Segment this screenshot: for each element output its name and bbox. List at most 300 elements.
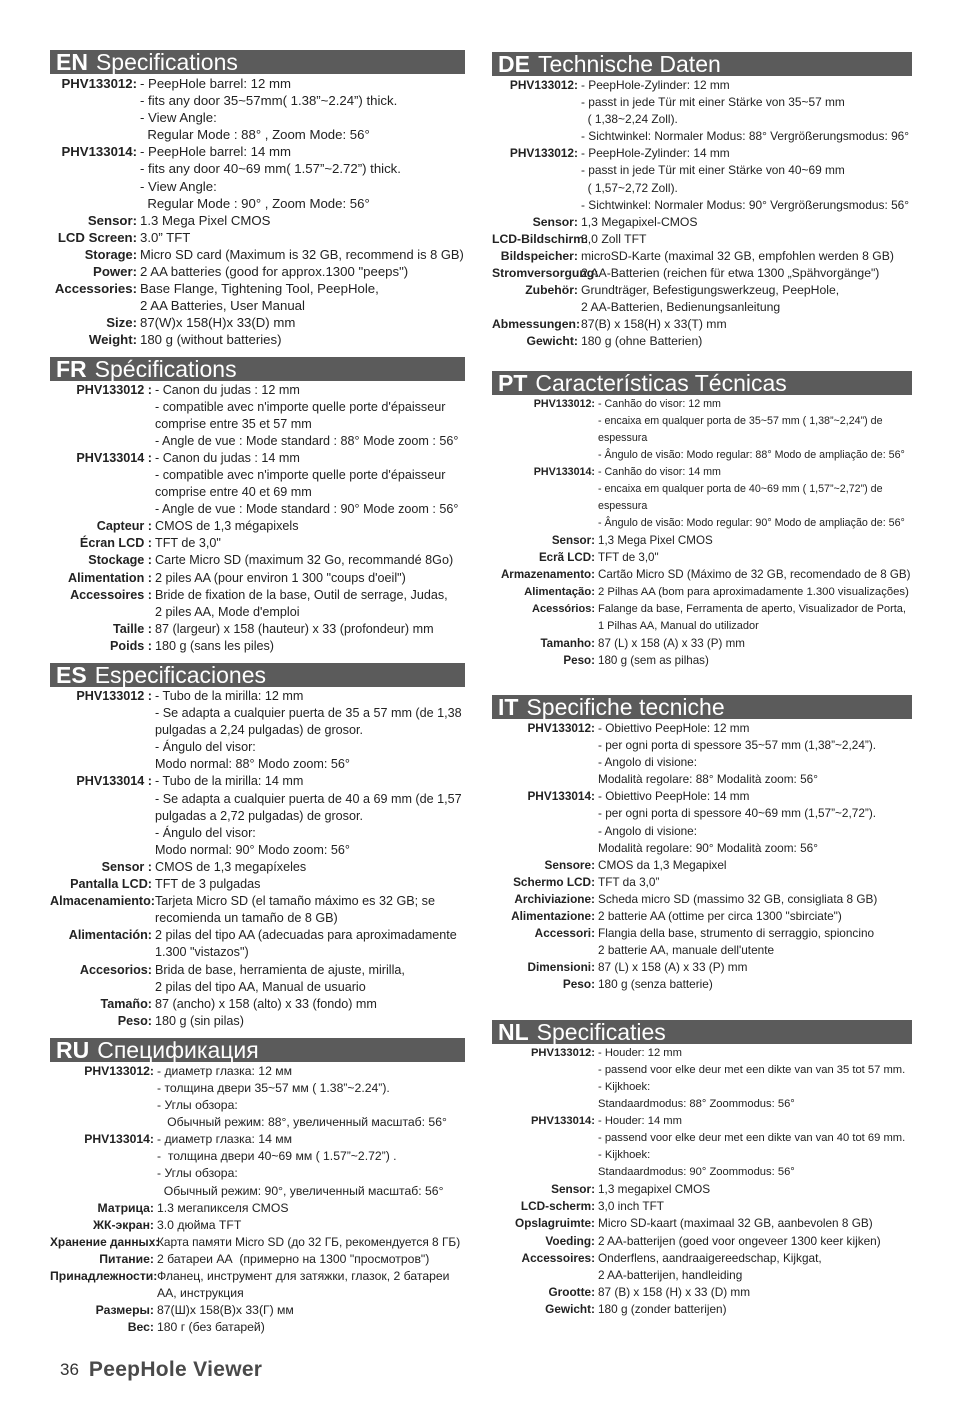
- spec-row: [492, 464, 912, 532]
- spec-value-line: - Angle de vue : Mode standard : 88° Mode zoom : 56°: [155, 433, 459, 448]
- spec-label: Alimentação:: [524, 585, 595, 598]
- spec-row: [492, 788, 912, 856]
- language-code: PT: [498, 370, 528, 395]
- spec-row: [492, 333, 912, 350]
- spec-row: [492, 1301, 912, 1318]
- spec-value: [155, 638, 465, 655]
- spec-label: Taille :: [113, 621, 152, 636]
- spec-list: [492, 76, 912, 351]
- spec-value: [155, 859, 465, 876]
- spec-value: [598, 1181, 912, 1198]
- section-heading: [50, 50, 465, 74]
- spec-label: PHV133014:: [533, 465, 595, 478]
- section-es: [50, 663, 465, 1030]
- spec-list: [50, 381, 465, 656]
- spec-label: PHV133012 :: [76, 382, 152, 397]
- spec-value-line: 87 (B) x 158 (H) x 33 (D) mm: [598, 1284, 751, 1299]
- spec-value-line: 1.3 Mega Pixel CMOS: [140, 212, 271, 228]
- section-pt: [492, 371, 912, 670]
- spec-label: Capteur :: [96, 519, 152, 534]
- spec-value-line: 2 batterie AA (ottime per circa 1300 "sbirciate"): [598, 909, 842, 924]
- left-column: [50, 50, 465, 1336]
- spec-row: [492, 1284, 912, 1301]
- spec-row: [50, 75, 465, 143]
- spec-value-line: - encaixa em qualquer porta de 35~57 mm ( 1,38”~2,24”) de: [598, 414, 883, 427]
- spec-value: [581, 282, 912, 316]
- spec-value-line: - Obiettivo PeepHole: 12 mm: [598, 721, 750, 735]
- spec-value-line: 2 AA-Batterien (reichen für etwa 1300 „Spähvorgänge"): [581, 266, 880, 281]
- spec-value-line: - View Angle:: [140, 178, 217, 194]
- spec-value-line: - compatible avec n'importe quelle porte d'épaisseur: [155, 467, 446, 482]
- spec-value-line: - Angolo di visione:: [598, 823, 698, 838]
- spec-value-line: - passt in jede Tür mit einer Stärke von 35~57 mm: [581, 95, 845, 110]
- spec-value: [598, 891, 912, 908]
- spec-value: [155, 621, 465, 638]
- spec-value-line: - passend voor elke deur met een dikte van van 40 tot 69 mm.: [598, 1131, 906, 1144]
- section-de: [492, 52, 912, 351]
- spec-label: Opslagruimte:: [515, 1216, 595, 1231]
- spec-value-line: - Tubo de la mirilla: 12 mm: [155, 689, 304, 703]
- spec-label: PHV133012:: [509, 146, 578, 161]
- spec-value-line: 2 AA Batteries, User Manual: [140, 298, 305, 314]
- spec-value: [157, 1200, 465, 1217]
- spec-label: Storage:: [84, 246, 137, 262]
- spec-value: [598, 584, 912, 601]
- spec-value: [598, 1045, 912, 1113]
- spec-value: [155, 927, 465, 961]
- spec-value: [581, 316, 912, 333]
- spec-value: [598, 566, 912, 583]
- spec-value: [155, 876, 465, 893]
- spec-value: [155, 518, 465, 535]
- spec-value-line: Modo normal: 90° Modo zoom: 56°: [155, 842, 350, 857]
- spec-label: Bildspeicher:: [500, 248, 578, 263]
- spec-label: ЖК-экран:: [93, 1217, 154, 1232]
- spec-value-line: TFT de 3 pulgadas: [155, 877, 261, 892]
- spec-list: [492, 395, 912, 670]
- section-title: Spécifications: [94, 356, 237, 381]
- spec-value-line: TFT da 3,0”: [598, 874, 660, 889]
- spec-value: [157, 1131, 465, 1199]
- spec-value: [157, 1319, 465, 1336]
- spec-row: [492, 549, 912, 566]
- language-code: DE: [498, 52, 530, 76]
- spec-value-line: - passend voor elke deur met een dikte van van 35 tot 57 mm.: [598, 1063, 906, 1076]
- spec-value-line: 1.3 мегапикселя CMOS: [157, 1200, 289, 1215]
- spec-row: [492, 1045, 912, 1113]
- spec-value-line: - Tubo de la mirilla: 14 mm: [155, 774, 304, 789]
- spec-row: [492, 396, 912, 464]
- page-footer: [60, 1357, 262, 1383]
- spec-label: Accessories:: [54, 281, 137, 297]
- spec-value: [140, 314, 465, 331]
- spec-row: [50, 382, 465, 450]
- spec-row: [50, 1234, 465, 1251]
- spec-value: [155, 688, 465, 773]
- spec-value: [155, 450, 465, 518]
- spec-list: [50, 74, 465, 349]
- spec-list: [492, 1044, 912, 1319]
- spec-value-line: CMOS de 1,3 megapíxeles: [155, 859, 307, 874]
- spec-value-line: - Canon du judas : 14 mm: [155, 450, 300, 465]
- spec-value: [581, 333, 912, 350]
- spec-label: Stockage :: [88, 553, 152, 568]
- spec-value: [155, 893, 465, 927]
- spec-value-line: 87 (largeur) x 158 (hauteur) x 33 (profondeur) mm: [155, 621, 434, 636]
- spec-row: [492, 1233, 912, 1250]
- spec-value-line: 2 AA-Batterien, Bedienungsanleitung: [581, 300, 781, 315]
- section-title: Спецификация: [97, 1037, 259, 1062]
- spec-value-line: Bride de fixation de la base, Outil de serrage, Judas,: [155, 587, 448, 602]
- spec-value: [598, 925, 912, 959]
- spec-value-line: 180 g (zonder batterijen): [598, 1301, 727, 1316]
- spec-value-line: 1,3 megapixel CMOS: [598, 1182, 711, 1197]
- spec-list: [50, 1062, 465, 1337]
- spec-value-line: Tarjeta Micro SD (el tamaño máximo es 32 GB; se: [155, 894, 435, 909]
- spec-value-line: - Obiettivo PeepHole: 14 mm: [598, 789, 750, 804]
- spec-value-line: 2 Pilhas AA (bom para aproximadamente 1.300 visualizações): [598, 585, 909, 598]
- spec-row: [492, 976, 912, 993]
- spec-value: [155, 773, 465, 858]
- spec-label: Grootte:: [548, 1284, 595, 1299]
- spec-row: [50, 518, 465, 535]
- section-nl: [492, 1020, 912, 1319]
- spec-row: [50, 1217, 465, 1234]
- spec-label: Размеры:: [95, 1303, 154, 1318]
- spec-row: [50, 688, 465, 773]
- spec-row: [50, 1302, 465, 1319]
- language-code: EN: [56, 50, 88, 74]
- spec-value-line: Brida de base, herramienta de ajuste, mirilla,: [155, 962, 405, 977]
- spec-value-line: 180 g (sem as pilhas): [598, 653, 709, 667]
- section-en: [50, 50, 465, 349]
- spec-label: Acessórios:: [532, 602, 595, 615]
- spec-label: PHV133014:: [61, 144, 137, 160]
- section-heading: [50, 357, 465, 381]
- spec-value-line: - Angolo di visione:: [598, 755, 698, 770]
- spec-value: [140, 143, 465, 211]
- spec-value-line: - per ogni porta di spessore 35~57 mm (1,38”~2,24”).: [598, 738, 877, 753]
- spec-label: Хранение данных:: [50, 1234, 160, 1249]
- spec-label: Sensor:: [532, 214, 578, 229]
- spec-value: [155, 382, 465, 450]
- spec-value-line: Карта памяти Micro SD (до 32 ГБ, рекомендуется 8 ГБ): [157, 1234, 461, 1249]
- spec-label: Zubehör:: [525, 283, 578, 298]
- spec-label: Accessoires :: [70, 587, 152, 602]
- spec-value: [155, 1013, 465, 1030]
- spec-label: Tamaño:: [100, 996, 152, 1011]
- spec-row: [50, 535, 465, 552]
- spec-row: [492, 248, 912, 265]
- spec-value-line: - Kijkhoek:: [598, 1149, 651, 1162]
- spec-row: [492, 532, 912, 549]
- spec-value-line: АА, инструкция: [157, 1286, 244, 1301]
- spec-row: [492, 1113, 912, 1181]
- spec-label: Stromversorgung:: [492, 266, 599, 281]
- spec-label: PHV133012 :: [76, 689, 152, 703]
- spec-row: [50, 570, 465, 587]
- spec-value: [157, 1302, 465, 1319]
- spec-label: Принадлежности:: [50, 1269, 158, 1283]
- spec-value-line: 180 г (без батарей): [157, 1320, 265, 1335]
- spec-value-line: Falange da base, Ferramenta de aperto, Visualizador de Porta,: [598, 602, 906, 615]
- section-heading: [492, 52, 912, 76]
- spec-value-line: CMOS da 1,3 Megapixel: [598, 857, 727, 872]
- spec-value-line: - Ángulo del visor:: [155, 825, 256, 840]
- spec-value-line: - encaixa em qualquer porta de 40~69 mm ( 1,57”~2,72”) de: [598, 482, 883, 495]
- spec-value: [140, 280, 465, 314]
- spec-value-line: 1,3 Megapixel-CMOS: [581, 214, 698, 229]
- section-heading: [492, 695, 912, 719]
- section-title: Características Técnicas: [535, 370, 787, 395]
- spec-value-line: - Ángulo del visor:: [155, 740, 256, 755]
- spec-label: Almacenamiento:: [50, 894, 155, 909]
- spec-row: [50, 962, 465, 996]
- spec-value-line: - passt in jede Tür mit einer Stärke von 40~69 mm: [581, 163, 845, 178]
- spec-value: [140, 263, 465, 280]
- spec-value: [598, 652, 912, 669]
- spec-row: [50, 331, 465, 348]
- spec-value-line: - Углы обзора:: [157, 1098, 238, 1113]
- spec-value-line: 2 piles AA, Mode d'emploi: [155, 604, 300, 619]
- spec-row: [50, 773, 465, 858]
- spec-value-line: - Se adapta a cualquier puerta de 40 a 69 mm (de 1,57: [155, 791, 462, 806]
- section-heading: [492, 1020, 912, 1044]
- spec-value-line: Flangia della base, strumento di serraggio, spioncino: [598, 926, 875, 941]
- language-code: FR: [56, 356, 87, 381]
- spec-value-line: Modalità regolare: 90° Modalità zoom: 56°: [598, 840, 818, 855]
- spec-value: [598, 1233, 912, 1250]
- spec-row: [492, 145, 912, 213]
- spec-value-line: - Sichtwinkel: Normaler Modus: 88° Vergrößerungsmodus: 96°: [581, 129, 910, 144]
- spec-value-line: - диаметр глазка: 14 мм: [157, 1132, 293, 1147]
- spec-value-line: Standaardmodus: 90° Zoommodus: 56°: [598, 1166, 795, 1179]
- spec-label: Accesorios:: [79, 962, 152, 977]
- spec-row: [50, 893, 465, 927]
- spec-row: [492, 1250, 912, 1284]
- spec-value-line: 3,0 Zoll TFT: [581, 231, 647, 246]
- spec-value: [155, 996, 465, 1013]
- spec-label: PHV133014:: [530, 1114, 595, 1127]
- spec-value-line: 2 batterie AA, manuale dell'utente: [598, 943, 775, 958]
- spec-label: Вес:: [127, 1320, 154, 1335]
- spec-value-line: 180 g (without batteries): [140, 332, 282, 348]
- spec-label: Size:: [106, 315, 137, 331]
- spec-value-line: - fits any door 40~69 mm( 1.57”~2.72”) thick.: [140, 161, 401, 177]
- spec-value-line: 87(W)x 158(H)x 33(D) mm: [140, 315, 296, 331]
- spec-value: [598, 532, 912, 549]
- spec-label: Peso:: [562, 977, 595, 992]
- spec-value-line: 2 AA-batterijen (goed voor ongeveer 1300 keer kijken): [598, 1233, 881, 1248]
- spec-value: [581, 77, 912, 145]
- spec-row: [50, 314, 465, 331]
- spec-label: LCD Screen:: [57, 229, 137, 245]
- spec-value-line: Micro SD-kaart (maximaal 32 GB, aanbevolen 8 GB): [598, 1216, 873, 1231]
- spec-value-line: Обычный режим: 88°, увеличенный масштаб: 56°: [157, 1115, 447, 1130]
- spec-label: PHV133012:: [530, 1046, 595, 1059]
- spec-value: [581, 214, 912, 231]
- spec-value-line: - PeepHole barrel: 14 mm: [140, 144, 291, 160]
- spec-value: [157, 1063, 465, 1131]
- spec-row: [50, 1013, 465, 1030]
- spec-value-line: Modalità regolare: 88° Modalità zoom: 56°: [598, 772, 818, 787]
- spec-value-line: - диаметр глазка: 12 мм: [157, 1063, 293, 1078]
- spec-value: [155, 962, 465, 996]
- spec-label: Gewicht:: [545, 1301, 595, 1316]
- spec-value-line: Обычный режим: 90°, увеличенный масштаб: 56°: [157, 1183, 444, 1198]
- spec-value-line: - Canon du judas : 12 mm: [155, 382, 300, 397]
- spec-label: PHV133014:: [84, 1132, 154, 1147]
- spec-value-line: 2 AA batteries (good for approx.1300 "peeps"): [140, 264, 409, 280]
- spec-label: Dimensioni:: [527, 960, 595, 975]
- spec-label: Armazenamento:: [500, 568, 595, 582]
- spec-value-line: - Angle de vue : Mode standard : 90° Mode zoom : 56°: [155, 502, 459, 517]
- spec-label: Alimentation :: [68, 570, 152, 585]
- spec-value: [598, 720, 912, 788]
- spec-value: [598, 959, 912, 976]
- spec-value-line: - Se adapta a cualquier puerta de 35 a 57 mm (de 1,38: [155, 706, 462, 721]
- brand-logo: PeepHole Viewer: [88, 1358, 263, 1381]
- spec-row: [492, 316, 912, 333]
- spec-value-line: 1.300 "vistazos"): [155, 945, 249, 960]
- spec-value-line: ( 1,38~2,24 Zoll).: [581, 112, 678, 127]
- spec-label: PHV133012:: [61, 76, 137, 91]
- section-fr: [50, 357, 465, 656]
- spec-value-line: 1 Pilhas AA, Manual do utilizador: [598, 619, 759, 632]
- spec-label: PHV133014 :: [76, 450, 152, 465]
- spec-label: Sensore:: [544, 857, 595, 872]
- section-title: Specifiche tecniche: [526, 695, 725, 719]
- spec-label: Peso:: [563, 653, 595, 667]
- language-code: ES: [56, 663, 87, 687]
- spec-row: [50, 1268, 465, 1302]
- spec-label: Voeding:: [545, 1233, 595, 1248]
- spec-value-line: 3,0 inch TFT: [598, 1199, 665, 1214]
- spec-value-line: microSD-Karte (maximal 32 GB, empfohlen werden 8 GB): [581, 248, 894, 263]
- spec-value: [155, 570, 465, 587]
- spec-row: [50, 246, 465, 263]
- spec-value-line: - толщина двери 35~57 мм ( 1.38”~2.24”).: [157, 1080, 390, 1095]
- spec-value-line: - fits any door 35~57mm( 1.38”~2.24”) thick.: [140, 93, 398, 109]
- spec-label: PHV133014:: [527, 789, 595, 804]
- spec-value: [598, 396, 912, 464]
- spec-value: [598, 874, 912, 891]
- spec-row: [492, 857, 912, 874]
- spec-value-line: - Ângulo de visão: Modo regular: 88° Modo de ampliação de: 56°: [598, 448, 905, 461]
- spec-value-line: - per ogni porta di spessore 40~69 mm (1,57”~2,72”).: [598, 806, 877, 821]
- spec-label: Power:: [93, 264, 137, 280]
- spec-value-line: 87 (L) x 158 (A) x 33 (P) mm: [598, 960, 748, 975]
- spec-row: [50, 638, 465, 655]
- spec-label: Peso:: [117, 1013, 152, 1028]
- section-title: Especificaciones: [94, 663, 266, 687]
- spec-value-line: - Ângulo de visão: Modo regular: 90° Modo de ampliação de: 56°: [598, 517, 905, 530]
- spec-row: [492, 265, 912, 282]
- spec-value-line: Micro SD card (Maximum is 32 GB, recommend is 8 GB): [140, 246, 464, 262]
- spec-value: [140, 246, 465, 263]
- spec-value-line: 180 g (ohne Batterien): [581, 334, 703, 349]
- spec-row: [492, 231, 912, 248]
- spec-label: Weight:: [88, 332, 137, 348]
- spec-value-line: Standaardmodus: 88° Zoommodus: 56°: [598, 1097, 795, 1110]
- spec-value: [140, 212, 465, 229]
- spec-value: [157, 1217, 465, 1234]
- spec-value: [598, 1250, 912, 1284]
- spec-row: [50, 143, 465, 211]
- spec-value-line: 2 piles AA (pour environ 1 300 "coups d'oeil"): [155, 570, 406, 585]
- spec-label: Écran LCD :: [79, 536, 152, 551]
- spec-label: Питание:: [99, 1251, 154, 1266]
- spec-value: [140, 229, 465, 246]
- spec-value: [581, 248, 912, 265]
- page-number: 36: [60, 1360, 79, 1379]
- spec-value: [598, 1301, 912, 1318]
- spec-label: PHV133012:: [509, 78, 578, 92]
- section-heading: [492, 371, 912, 395]
- spec-row: [50, 552, 465, 569]
- spec-row: [50, 859, 465, 876]
- spec-value-line: 87 (ancho) x 158 (alto) x 33 (fondo) mm: [155, 996, 377, 1011]
- section-heading: [50, 1038, 465, 1062]
- spec-value-line: TFT de 3,0": [155, 536, 221, 551]
- spec-value-line: 3.0 дюйма TFT: [157, 1217, 242, 1232]
- spec-value: [598, 1284, 912, 1301]
- spec-label: PHV133014 :: [76, 774, 152, 789]
- spec-value-line: - PeepHole-Zylinder: 14 mm: [581, 146, 730, 161]
- spec-value: [157, 1268, 465, 1302]
- spec-label: Alimentazione:: [511, 909, 595, 924]
- spec-label: PHV133012:: [84, 1063, 154, 1078]
- spec-value-line: - Canhão do visor: 14 mm: [598, 465, 721, 478]
- spec-value-line: 87 (L) x 158 (A) x 33 (P) mm: [598, 636, 745, 650]
- spec-row: [492, 601, 912, 635]
- spec-list: [50, 687, 465, 1030]
- spec-value: [598, 976, 912, 993]
- language-code: RU: [56, 1037, 90, 1062]
- spec-value-line: pulgadas a 2,72 pulgadas) de grosor.: [155, 808, 363, 823]
- spec-value-line: Onderflens, aandraaigereedschap, Kijkgat,: [598, 1250, 822, 1265]
- spec-label: Accessori:: [534, 926, 595, 941]
- spec-value: [581, 145, 912, 213]
- spec-value-line: comprise entre 35 et 57 mm: [155, 416, 312, 431]
- spec-value: [157, 1251, 465, 1268]
- spec-label: LCD-scherm:: [520, 1199, 595, 1214]
- spec-value: [140, 331, 465, 348]
- spec-label: Pantalla LCD:: [70, 877, 152, 892]
- spec-row: [492, 959, 912, 976]
- spec-row: [492, 566, 912, 583]
- spec-value: [581, 231, 912, 248]
- spec-row: [492, 1215, 912, 1232]
- spec-value-line: - Houder: 14 mm: [598, 1114, 682, 1127]
- section-ru: [50, 1038, 465, 1337]
- spec-value-line: 1,3 Mega Pixel CMOS: [598, 534, 713, 548]
- spec-value-line: ( 1,57~2,72 Zoll).: [581, 180, 678, 195]
- spec-value-line: - толщина двери 40~69 мм ( 1.57”~2.72”) .: [157, 1149, 397, 1164]
- spec-value-line: Фланец, инструмент для затяжки, глазок, 2 батареи: [157, 1269, 450, 1283]
- spec-label: Abmessungen:: [492, 317, 581, 332]
- spec-label: Poids :: [110, 638, 152, 653]
- spec-value-line: - Kijkhoek:: [598, 1080, 651, 1093]
- spec-value: [598, 549, 912, 566]
- spec-row: [50, 1251, 465, 1268]
- spec-value-line: 87(B) x 158(H) x 33(T) mm: [581, 317, 727, 332]
- spec-row: [492, 282, 912, 316]
- language-code: IT: [498, 695, 519, 719]
- spec-value-line: Grundträger, Befestigungswerkzeug, PeepHole,: [581, 283, 840, 298]
- spec-row: [492, 635, 912, 652]
- spec-row: [492, 1198, 912, 1215]
